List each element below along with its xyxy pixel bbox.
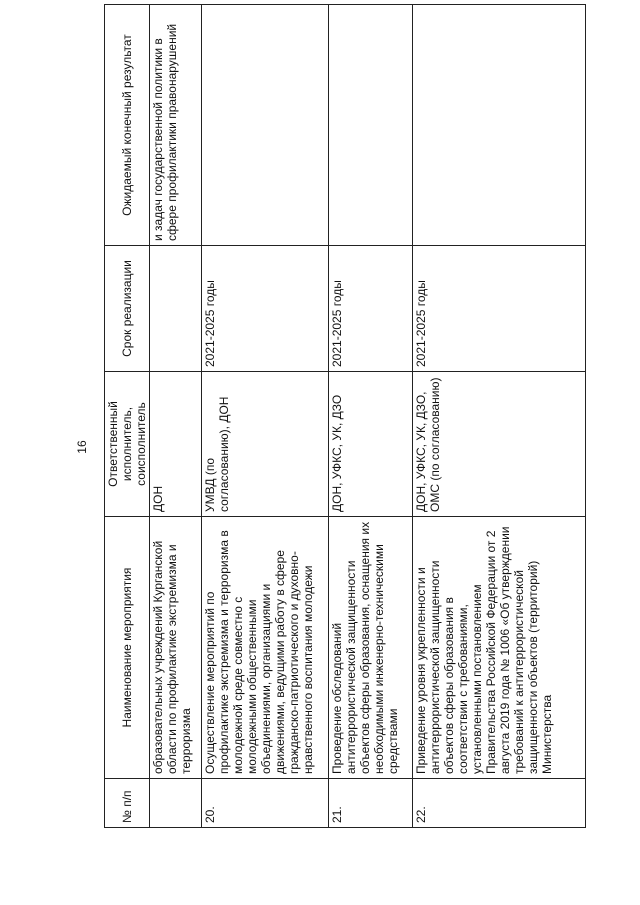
row-action: Проведение обследований антитеррористической защищенности объектов сферы образования, оснащения их необходимыми инженерно-техническими средствами (329, 517, 413, 779)
header-responsible: Ответственный исполнитель, соисполнитель (105, 372, 150, 517)
header-result: Ожидаемый конечный результат (105, 5, 150, 246)
row-number (150, 779, 202, 828)
row-term: 2021-2025 годы (329, 246, 413, 372)
rotated-table-container (104, 23, 584, 828)
row-term: 2021-2025 годы (413, 246, 586, 372)
header-number: № п/п (105, 779, 150, 828)
row-action: Осуществление мероприятий по профилактике экстремизма и терроризма в молодежной среде совместно с молодежными общественными объединениями, организациями и движениями, ведущими работу в сфере гражданско-патриотического и духовно-нравственного воспитания молодежи (202, 517, 329, 779)
table-row-21 (329, 5, 413, 828)
row-number: 22. (413, 779, 586, 828)
row-result (413, 5, 586, 246)
page-number: 16 (75, 440, 89, 454)
row-result (202, 5, 329, 246)
row-responsible: УМВД (по согласованию), ДОН (202, 372, 329, 517)
row-responsible: ДОН (150, 372, 202, 517)
row-result: и задач государственной политики в сфере профилактики правонарушений (150, 5, 202, 246)
row-responsible: ДОН, УФКС, УК, ДЗО, ОМС (по согласованию) (413, 372, 586, 517)
row-responsible: ДОН, УФКС, УК, ДЗО (329, 372, 413, 517)
row-term (150, 246, 202, 372)
table-row-22 (413, 5, 586, 828)
row-term: 2021-2025 годы (202, 246, 329, 372)
table-header-row (105, 5, 150, 828)
table-row-continuation (150, 5, 202, 828)
table-row-20 (202, 5, 329, 828)
row-action: Приведение уровня укрепленности и антитеррористической защищенности объектов сферы образования в соответствии с требованиями, установленными постановлением Правительства Российской Федерации от 2 августа 2019 года № 1006 «Об утверждении требований к антитеррористической защищенности объектов (территорий) Министерства (413, 517, 586, 779)
row-result (329, 5, 413, 246)
header-action: Наименование мероприятия (105, 517, 150, 779)
row-action: образовательных учреждений Курганской области по профилактике экстремизма и терроризма (150, 517, 202, 779)
measures-table (104, 4, 586, 828)
row-number: 21. (329, 779, 413, 828)
row-number: 20. (202, 779, 329, 828)
header-term: Срок реализации (105, 246, 150, 372)
